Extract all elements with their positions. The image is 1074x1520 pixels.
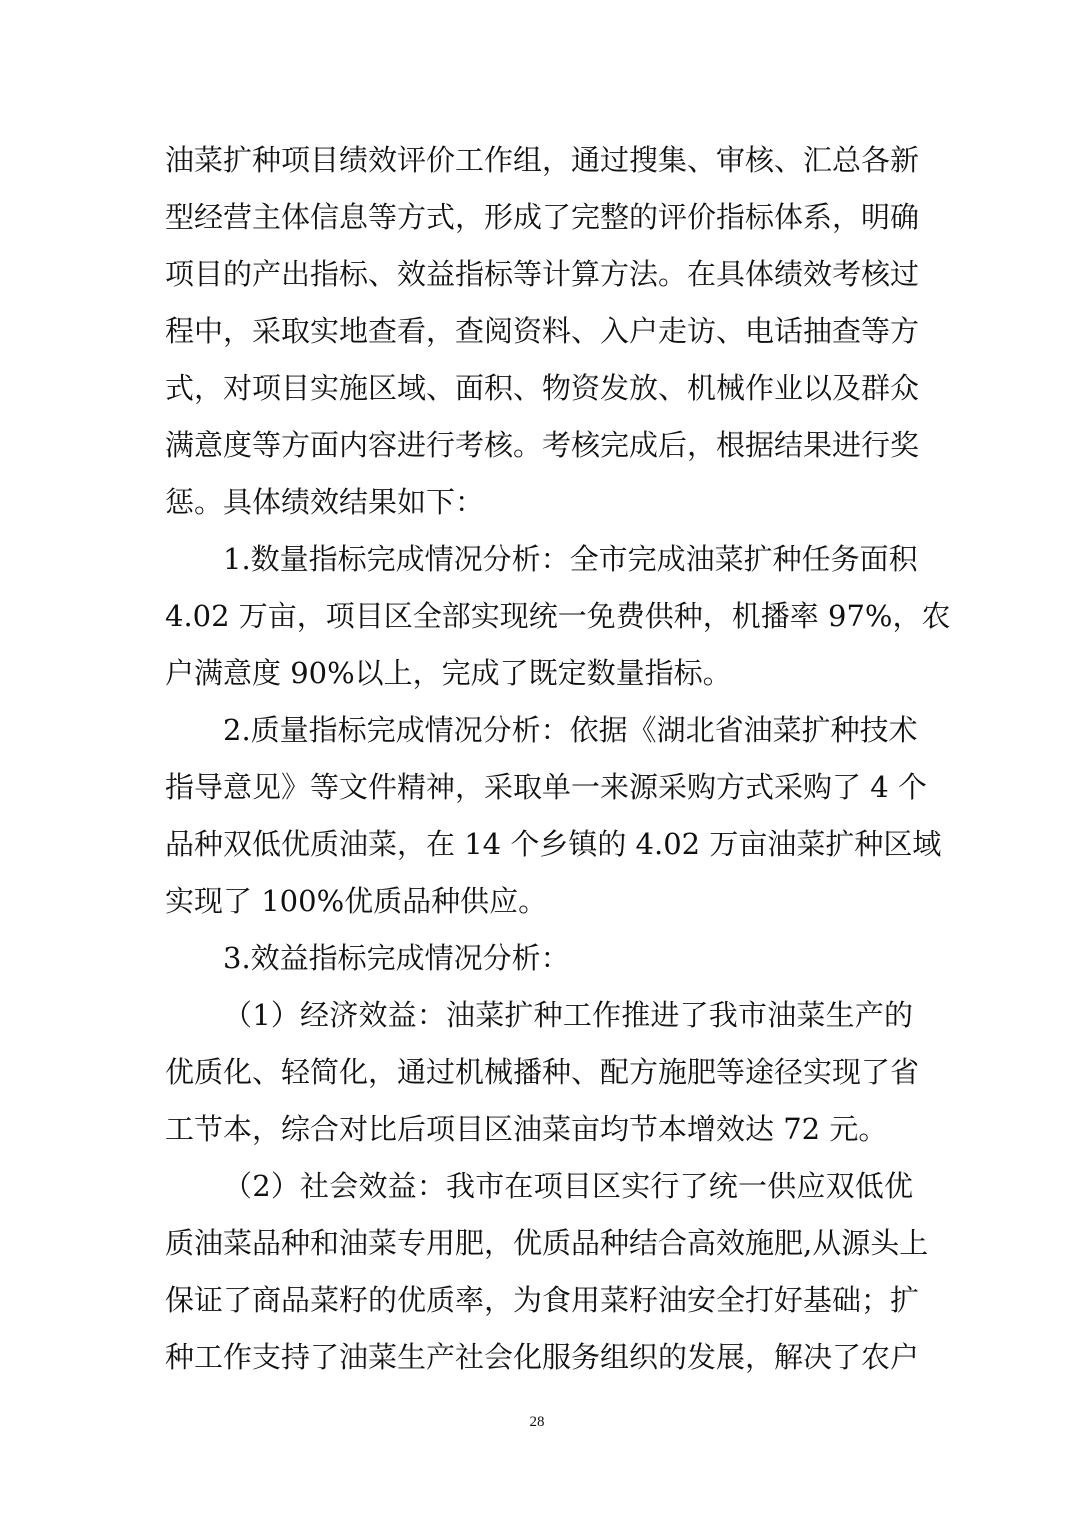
paragraph-line: 程中，采取实地查看，查阅资料、入户走访、电话抽查等方 xyxy=(165,314,920,348)
paragraph-line: 保证了商品菜籽的优质率，为食用菜籽油安全打好基础；扩 xyxy=(165,1283,920,1317)
paragraph-line: 品种双低优质油菜，在 14 个乡镇的 4.02 万亩油菜扩种区域 xyxy=(165,827,942,861)
paragraph-line: 2.质量指标完成情况分析：依据《湖北省油菜扩种技术 xyxy=(223,713,918,747)
paragraph-line: 型经营主体信息等方式，形成了完整的评价指标体系，明确 xyxy=(165,200,920,234)
paragraph-line: 惩。具体绩效结果如下： xyxy=(165,485,485,519)
paragraph-line: 满意度等方面内容进行考核。考核完成后，根据结果进行奖 xyxy=(165,428,920,462)
paragraph-line: 优质化、轻简化，通过机械播种、配方施肥等途径实现了省 xyxy=(165,1055,920,1089)
paragraph-line: 项目的产出指标、效益指标等计算方法。在具体绩效考核过 xyxy=(165,257,920,291)
paragraph-line: （1）经济效益：油菜扩种工作推进了我市油菜生产的 xyxy=(223,998,913,1032)
paragraph-line: 实现了 100%优质品种供应。 xyxy=(165,884,548,918)
paragraph-line: 1.数量指标完成情况分析：全市完成油菜扩种任务面积 xyxy=(223,542,918,576)
page-number: 28 xyxy=(529,1414,545,1430)
paragraph-line: （2）社会效益：我市在项目区实行了统一供应双低优 xyxy=(223,1169,913,1203)
paragraph-line: 式，对项目实施区域、面积、物资发放、机械作业以及群众 xyxy=(165,371,920,405)
paragraph-line: 户满意度 90%以上，完成了既定数量指标。 xyxy=(165,656,732,690)
paragraph-line: 4.02 万亩，项目区全部实现统一免费供种，机播率 97%，农 xyxy=(165,599,951,633)
paragraph-line: 质油菜品种和油菜专用肥，优质品种结合高效施肥,从源头上 xyxy=(165,1226,929,1260)
section-heading: 3.效益指标完成情况分析： xyxy=(223,941,570,975)
paragraph-line: 种工作支持了油菜生产社会化服务组织的发展，解决了农户 xyxy=(165,1340,920,1374)
paragraph-line: 工节本，综合对比后项目区油菜亩均节本增效达 72 元。 xyxy=(165,1112,888,1146)
paragraph-line: 油菜扩种项目绩效评价工作组，通过搜集、审核、汇总各新 xyxy=(165,143,920,177)
paragraph-line: 指导意见》等文件精神，采取单一来源采购方式采购了 4 个 xyxy=(165,770,927,804)
